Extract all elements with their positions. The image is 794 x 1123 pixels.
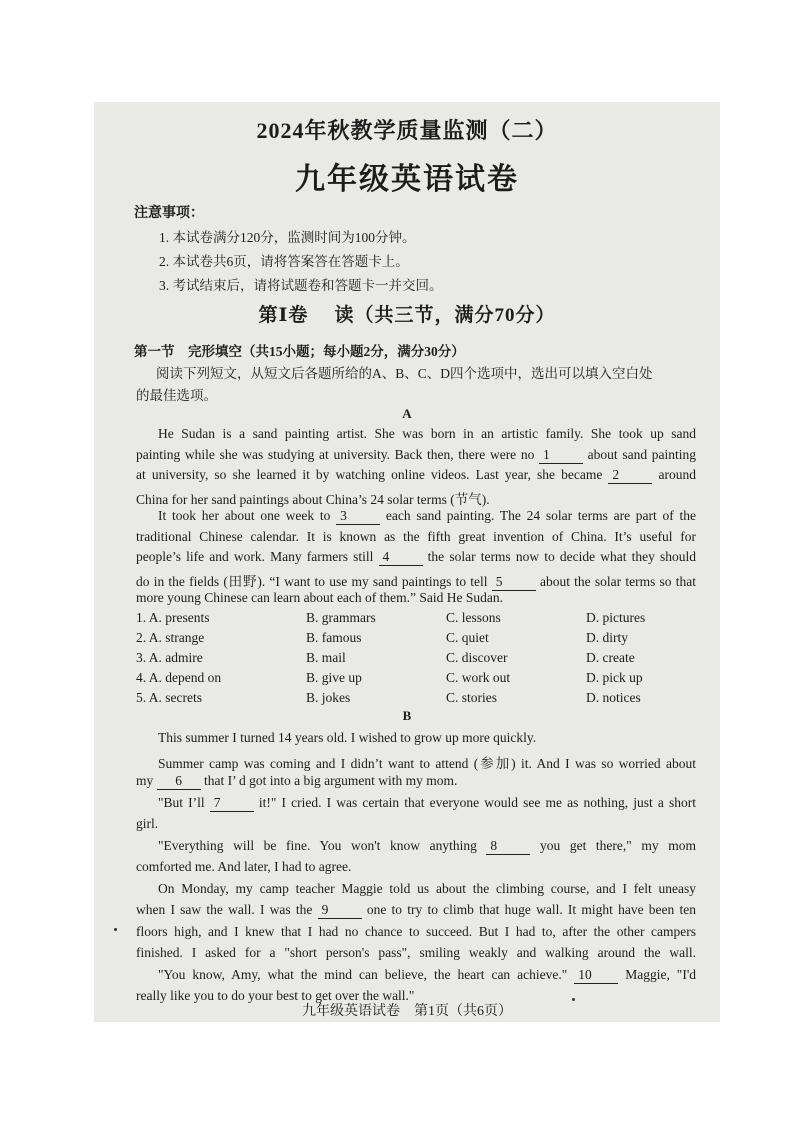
option-choice: 4. A. depend on xyxy=(136,670,222,685)
passage-line xyxy=(158,795,696,812)
line-text: you get there," my mom xyxy=(530,837,696,853)
page-footer: 九年级英语试卷 第1页（共6页） xyxy=(302,1004,512,1019)
option-choice: 2. A. strange xyxy=(136,630,205,645)
option-choice: D. create xyxy=(586,650,635,665)
line-text: "You know, Amy, what the mind can believe, the heart can achieve." xyxy=(158,966,575,982)
passage-line xyxy=(136,447,696,464)
line-text: when I saw the wall. I was the xyxy=(136,902,318,917)
part-title xyxy=(94,300,720,327)
blank-number: 10 xyxy=(574,967,618,984)
line-text: This summer I turned 14 years old. I wished to grow up more quickly. xyxy=(158,730,537,745)
section-instruction: 阅读下列短文，从短文后各题所给的A、B、C、D四个选项中，选出可以填入空白处 xyxy=(156,366,653,381)
blank-number: 3 xyxy=(336,508,380,525)
line-text: floors high, and I knew that I had no chance to succeed. But I had to, after the other campers xyxy=(136,923,696,939)
line-text: about sand painting xyxy=(583,446,696,462)
speck xyxy=(114,928,117,931)
line-text: "But I’ll xyxy=(158,794,210,810)
passage-line xyxy=(136,529,696,545)
speck xyxy=(572,998,575,1001)
notice-heading: 注意事项： xyxy=(134,206,204,221)
line-text: really like you to do your best to get over the wall." xyxy=(136,988,415,1003)
passage-line xyxy=(136,488,696,508)
line-text: do in the fields (田野). “I want to use my sand paintings to tell xyxy=(136,573,492,589)
option-choice: 5. A. secrets xyxy=(136,690,202,705)
passage-line xyxy=(136,467,696,484)
line-text: finished. I asked for a "short person's pass", smiling weakly and walking around the wall. xyxy=(136,945,696,960)
blank-number: 9 xyxy=(318,902,362,919)
line-text: Maggie, "I'd xyxy=(618,966,697,982)
passage-line xyxy=(136,773,696,790)
option-choice: B. jokes xyxy=(306,690,351,705)
section-instruction: 的最佳选项。 xyxy=(136,388,217,403)
passage-line xyxy=(158,881,696,897)
blank-number: 8 xyxy=(486,838,530,855)
line-text: the solar terms now to decide what they should xyxy=(422,549,696,564)
passage-line xyxy=(158,508,696,525)
passage-line xyxy=(158,730,696,746)
option-choice: B. famous xyxy=(306,630,362,645)
line-text: people’s life and work. Many farmers still xyxy=(136,549,379,564)
line-text: each sand painting. The 24 solar terms are part of the xyxy=(380,508,697,523)
line-text: Summer camp was coming and I didn’t want to attend (参加) it. And I was so worried about xyxy=(158,755,696,771)
passage-line xyxy=(158,967,696,984)
line-text: at university, so she learned it by watching online videos. Last year, she became xyxy=(136,467,609,482)
option-choice: D. pick up xyxy=(586,670,643,685)
option-choice: C. quiet xyxy=(446,630,489,645)
line-text: my xyxy=(136,773,157,788)
option-choice: B. mail xyxy=(306,650,346,665)
exam-subtitle: 九年级英语试卷 xyxy=(295,163,519,196)
notice-item: 1. 本试卷满分120分，监测时间为100分钟。 xyxy=(159,230,416,245)
line-text: it!" I cried. I was certain that everyone would see me as nothing, just a short xyxy=(253,794,697,810)
option-choice: C. work out xyxy=(446,670,511,685)
blank-number: 7 xyxy=(210,795,254,812)
line-text: more young Chinese can learn about each of them.” Said He Sudan. xyxy=(136,590,504,605)
section-title: 第一节 完形填空（共15小题；每小题2分，满分30分） xyxy=(134,344,465,359)
passage-line xyxy=(158,838,696,855)
passage-line xyxy=(136,549,696,566)
line-text: that I’ d got into a big argument with my mom. xyxy=(200,773,458,788)
notice-item: 3. 考试结束后，请将试题卷和答题卡一并交回。 xyxy=(159,278,443,293)
blank-number: 6 xyxy=(157,773,201,790)
passage-label: B xyxy=(402,708,412,723)
option-choice: 1. A. presents xyxy=(136,610,210,625)
line-text: comforted me. And later, I had to agree. xyxy=(136,859,352,874)
line-text: China for her sand paintings about China’s 24 solar terms (节气). xyxy=(136,491,490,507)
passage-line xyxy=(136,590,696,606)
part-description: 读（共三节，满分70分） xyxy=(334,305,556,326)
option-choice: B. grammars xyxy=(306,610,376,625)
line-text: "Everything will be fine. You won't know anything xyxy=(158,837,487,853)
blank-number: 4 xyxy=(379,549,423,566)
blank-number: 1 xyxy=(539,447,583,464)
blank-number: 5 xyxy=(492,574,536,591)
passage-line xyxy=(136,570,696,591)
line-text: He Sudan is a sand painting artist. She was born in an artistic family. She took up sand xyxy=(158,426,696,441)
line-text: around xyxy=(652,467,696,482)
passage-label: A xyxy=(402,406,412,421)
passage-line xyxy=(136,945,696,961)
passage-line xyxy=(158,752,696,772)
option-choice: 3. A. admire xyxy=(136,650,203,665)
line-text: girl. xyxy=(136,816,159,831)
exam-title: 2024年秋教学质量监测（二） xyxy=(256,118,558,143)
option-choice: D. notices xyxy=(586,690,641,705)
option-choice: D. dirty xyxy=(586,630,628,645)
option-choice: C. lessons xyxy=(446,610,501,625)
option-choice: C. discover xyxy=(446,650,508,665)
option-choice: D. pictures xyxy=(586,610,646,625)
notice-item: 2. 本试卷共6页，请将答案答在答题卡上。 xyxy=(159,254,409,269)
blank-number: 2 xyxy=(608,467,652,484)
line-text: about the solar terms so that xyxy=(535,573,696,589)
passage-line xyxy=(136,924,696,940)
passage-line xyxy=(136,902,696,919)
option-choice: B. give up xyxy=(306,670,362,685)
line-text: On Monday, my camp teacher Maggie told us about the climbing course, and I felt uneasy xyxy=(158,880,696,896)
part-number: 第Ⅰ卷 xyxy=(258,305,309,326)
passage-line xyxy=(158,426,696,442)
passage-line xyxy=(136,816,696,832)
option-choice: C. stories xyxy=(446,690,498,705)
line-text: traditional Chinese calendar. It is known as the fifth great invention of China. It’s useful for xyxy=(136,528,696,544)
line-text: painting while she was studying at university. Back then, there were no xyxy=(136,446,540,462)
line-text: It took her about one week to xyxy=(158,508,337,523)
exam-page xyxy=(94,102,720,1022)
passage-line xyxy=(136,859,696,875)
line-text: one to try to climb that huge wall. It might have been ten xyxy=(361,902,697,917)
